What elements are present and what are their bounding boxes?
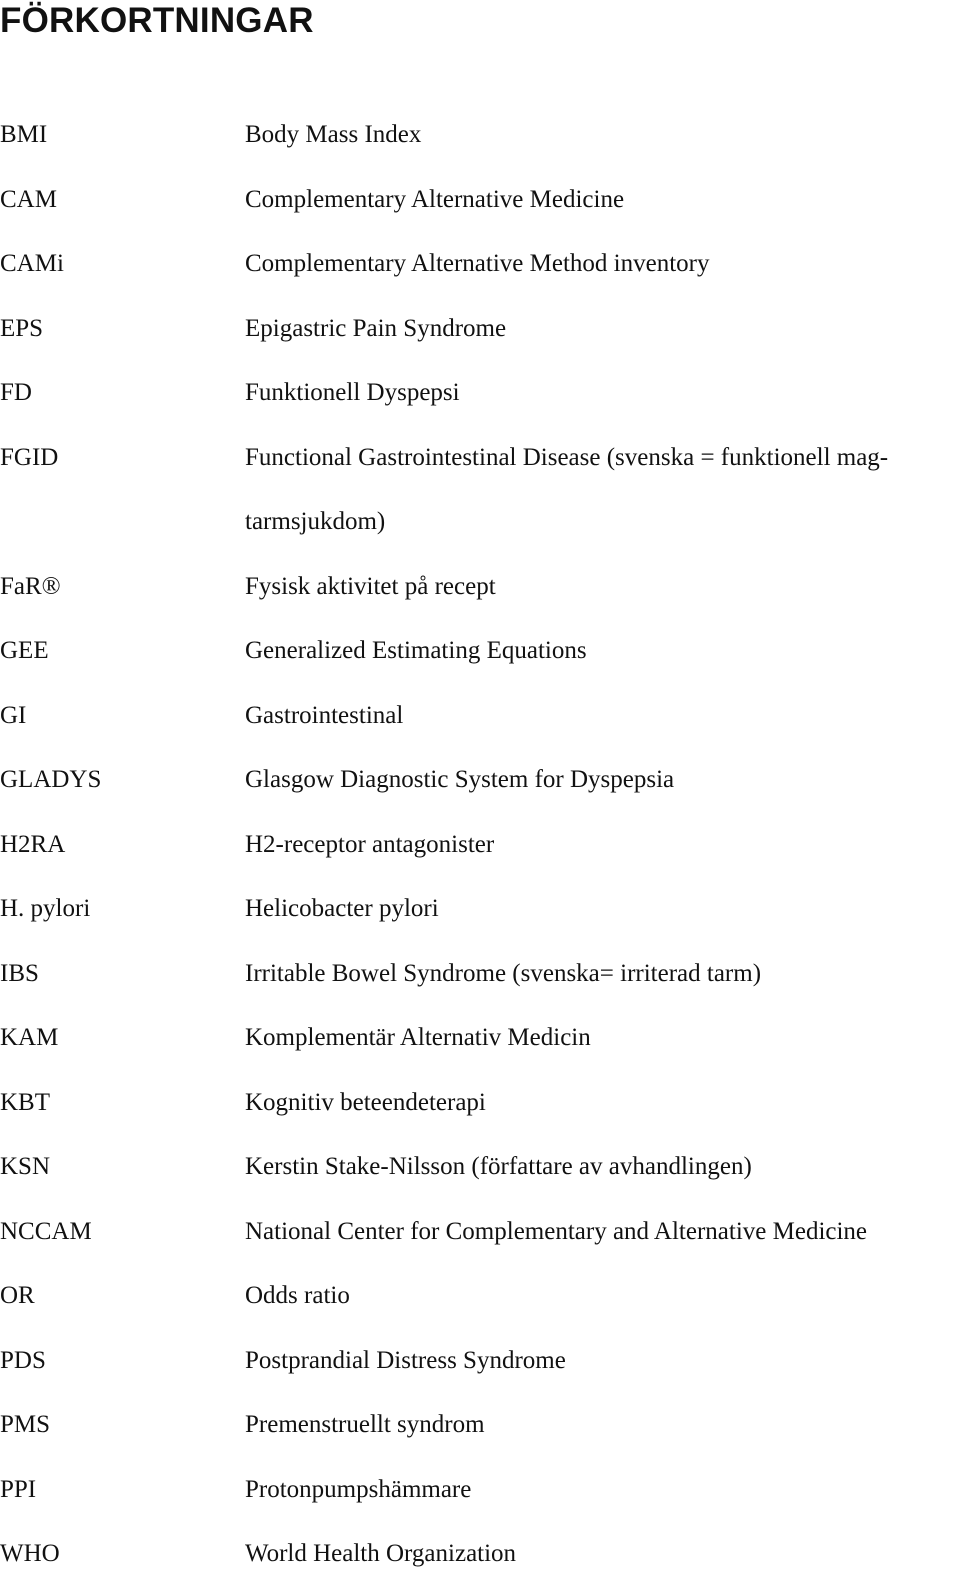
abbreviation-term: KBT — [0, 1088, 50, 1116]
abbreviation-term: WHO — [0, 1540, 60, 1567]
abbreviation-term: CAM — [0, 185, 57, 213]
abbreviation-term: GLADYS — [0, 766, 102, 793]
abbreviation-definition: Komplementär Alternativ Medicin — [245, 1024, 591, 1051]
abbreviation-definition: Glasgow Diagnostic System for Dyspepsia — [245, 766, 675, 793]
abbreviation-row — [0, 361, 960, 426]
abbreviation-term: GI — [0, 701, 27, 729]
abbreviation-term: PDS — [0, 1346, 46, 1374]
abbreviation-definition: Gastrointestinal — [245, 701, 404, 729]
abbreviation-term: IBS — [0, 959, 39, 987]
abbreviation-row — [0, 813, 960, 878]
abbreviation-definition: Kerstin Stake-Nilsson (författare av avhandlingen) — [245, 1153, 752, 1180]
abbreviation-definition: Complementary Alternative Method inventory — [245, 250, 710, 277]
abbreviation-term: FaR® — [0, 572, 61, 600]
abbreviation-definition: Irritable Bowel Syndrome (svenska= irriterad tarm) — [245, 959, 762, 987]
abbreviation-term: KSN — [0, 1153, 51, 1180]
abbreviation-term: NCCAM — [0, 1217, 92, 1245]
abbreviation-term: FD — [0, 379, 32, 406]
abbreviation-row — [0, 1522, 960, 1587]
abbreviation-definition: National Center for Complementary and Alternative Medicine — [245, 1217, 868, 1245]
abbreviation-definition: Funktionell Dyspepsi — [245, 379, 460, 406]
abbreviation-definition: Functional Gastrointestinal Disease (svenska = funktionell mag-tarmsjukdom) — [245, 443, 889, 535]
abbreviation-term: CAMi — [0, 250, 64, 277]
abbreviation-definition: World Health Organization — [245, 1540, 517, 1567]
abbreviation-definition: Kognitiv beteendeterapi — [245, 1088, 486, 1116]
abbreviation-definition: Body Mass Index — [245, 121, 422, 148]
abbreviation-row — [0, 1071, 960, 1136]
abbreviation-row — [0, 297, 960, 362]
abbreviation-term: PMS — [0, 1411, 51, 1438]
abbreviation-definition: Premenstruellt syndrom — [245, 1411, 485, 1438]
abbreviation-row — [0, 748, 960, 813]
abbreviation-definition: Protonpumpshämmare — [245, 1475, 472, 1503]
abbreviation-row — [0, 877, 960, 942]
abbreviation-row — [0, 168, 960, 233]
abbreviation-row — [0, 1458, 960, 1523]
abbreviation-term: BMI — [0, 121, 48, 148]
abbreviation-row — [0, 103, 960, 168]
abbreviation-row — [0, 1135, 960, 1200]
abbreviation-definition: H2-receptor antagonister — [245, 830, 495, 858]
abbreviation-term: EPS — [0, 314, 44, 342]
abbreviation-term: KAM — [0, 1024, 59, 1051]
page-title: FÖRKORTNINGAR — [0, 1, 314, 40]
abbreviation-list — [0, 103, 960, 1587]
abbreviation-row — [0, 1006, 960, 1071]
abbreviation-definition: Postprandial Distress Syndrome — [245, 1346, 566, 1374]
abbreviation-row — [0, 1393, 960, 1458]
abbreviation-term: PPI — [0, 1475, 37, 1503]
abbreviation-row — [0, 1264, 960, 1329]
abbreviation-definition: Odds ratio — [245, 1282, 350, 1309]
abbreviation-term: GEE — [0, 637, 49, 664]
abbreviation-row — [0, 684, 960, 749]
abbreviation-row — [0, 1200, 960, 1265]
abbreviation-row — [0, 426, 960, 555]
abbreviation-row — [0, 1329, 960, 1394]
abbreviation-definition: Epigastric Pain Syndrome — [245, 314, 507, 342]
abbreviation-term: OR — [0, 1282, 35, 1309]
abbreviation-row — [0, 555, 960, 620]
abbreviation-term: H. pylori — [0, 895, 91, 922]
abbreviation-row — [0, 232, 960, 297]
abbreviation-term: FGID — [0, 443, 59, 471]
abbreviation-definition: Helicobacter pylori — [245, 895, 439, 922]
abbreviation-definition: Complementary Alternative Medicine — [245, 185, 625, 213]
abbreviation-definition: Fysisk aktivitet på recept — [245, 572, 496, 600]
abbreviation-row — [0, 619, 960, 684]
abbreviation-term: H2RA — [0, 830, 66, 858]
abbreviation-definition: Generalized Estimating Equations — [245, 637, 587, 664]
abbreviation-row — [0, 942, 960, 1007]
